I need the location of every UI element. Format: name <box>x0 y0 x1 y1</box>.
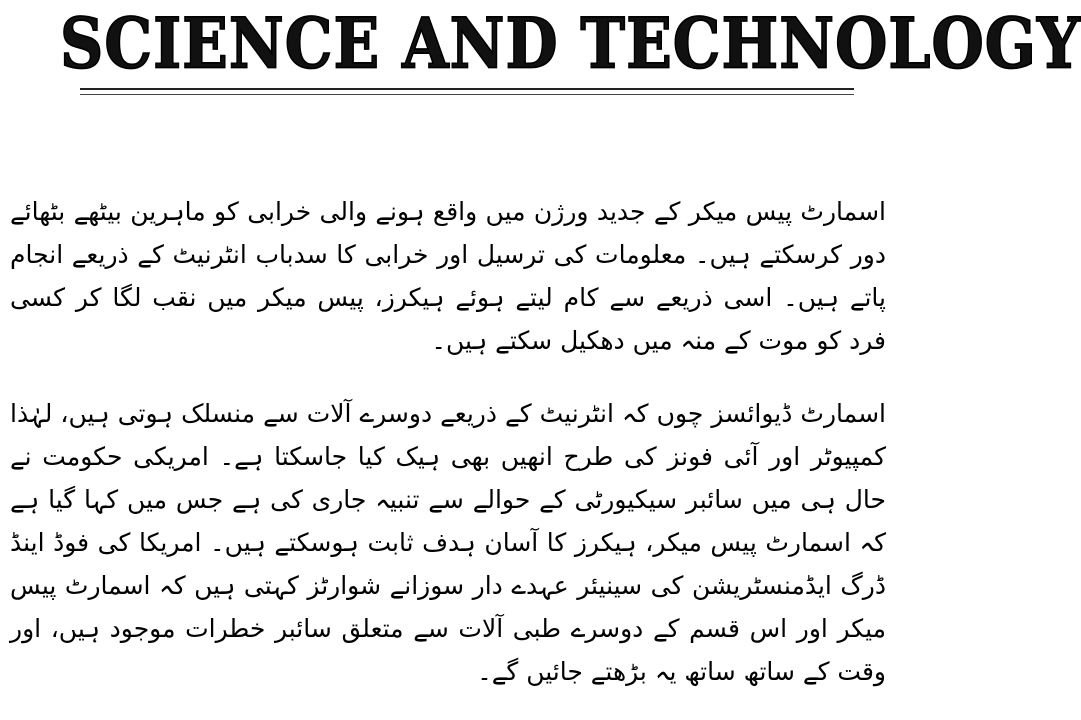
article-body <box>10 190 886 693</box>
article-paragraph-2: اسمارٹ ڈیوائسز چوں کہ انٹرنیٹ کے ذریعے دوسرے آلات سے منسلک ہوتی ہیں، لہٰذا کمپیوٹر اور آئی فونز کی طرح انھیں بھی ہیک کیا جاسکتا ہے۔ امریکی حکومت نے حال ہی میں سائبر سیکیورٹی کے حوالے سے تنبیہ جاری کی ہے جس میں کہا گیا ہے کہ اسمارٹ پیس میکر، ہیکرز کا آسان ہدف ثابت ہوسکتے ہیں۔ امریکا کی فوڈ اینڈ ڈرگ ایڈمنسٹریشن کی سینیئر عہدے دار سوزانے شوارٹز کہتی ہیں کہ اسمارٹ پیس میکر اور اس قسم کے دوسرے طبی آلات سے متعلق سائبر خطرات موجود ہیں، اور وقت کے ساتھ ساتھ یہ بڑھتے جائیں گے۔ <box>10 399 886 686</box>
article-paragraph-1: اسمارٹ پیس میکر کے جدید ورژن میں واقع ہونے والی خرابی کو ماہرین بیٹھے بٹھائے دور کرسکتے ہیں۔ معلومات کی ترسیل اور خرابی کا سدباب انٹرنیٹ کے ذریعے انجام پاتے ہیں۔ اسی ذریعے سے کام لیتے ہوئے ہیکرز، پیس میکر میں نقب لگا کر کسی فرد کو موت کے منہ میں دھکیل سکتے ہیں۔ <box>10 197 886 355</box>
masthead-rule-thick <box>80 88 854 90</box>
masthead-title: SCIENCE AND TECHNOLOGY <box>60 4 1081 85</box>
masthead-rule-thin <box>80 94 854 95</box>
masthead <box>0 0 1081 100</box>
